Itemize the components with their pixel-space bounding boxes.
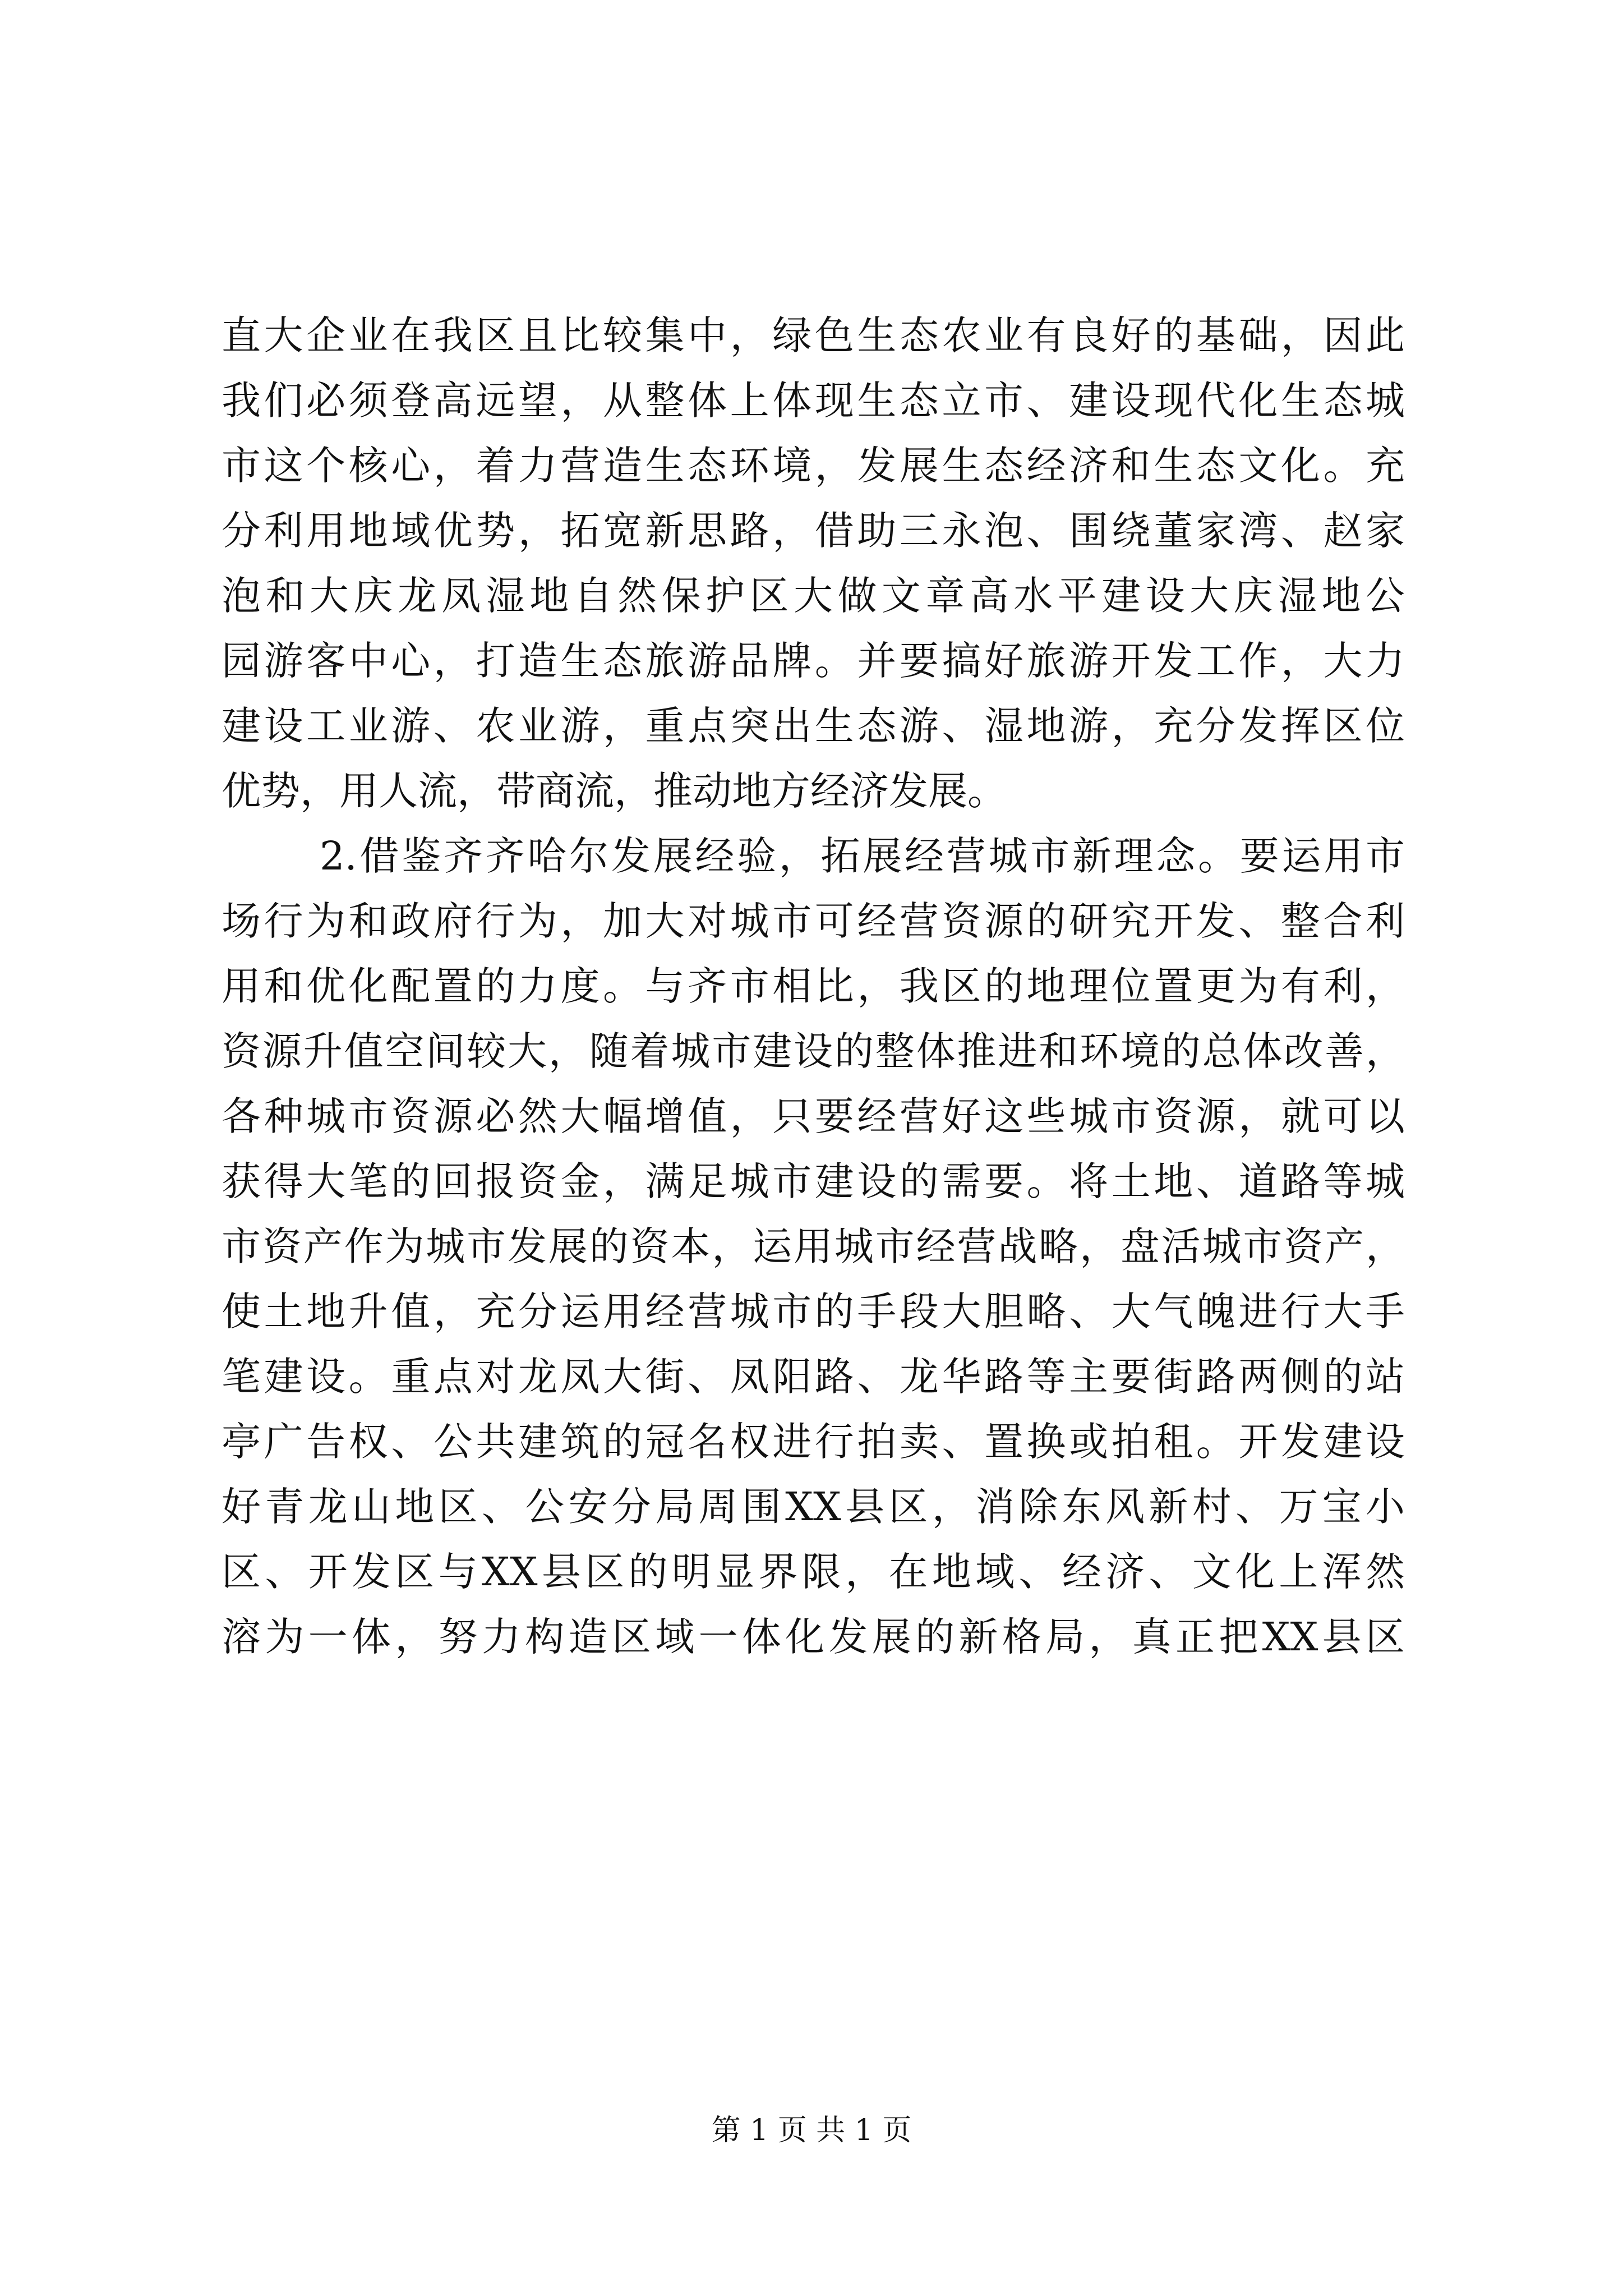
- page-footer: [0, 2106, 1623, 2148]
- text-line: 获得大笔的回报资金，满足城市建设的需要。将土地、道路等城: [222, 1158, 1405, 1204]
- text-line: 2.借鉴齐齐哈尔发展经验，拓展经营城市新理念。要运用市: [320, 833, 1405, 879]
- text-line: 园游客中心，打造生态旅游品牌。并要搞好旅游开发工作，大力: [222, 638, 1405, 684]
- body-text: [222, 303, 1405, 1669]
- page-number: 第 1 页 共 1 页: [711, 2114, 912, 2147]
- text-line: 资源升值空间较大，随着城市建设的整体推进和环境的总体改善，: [222, 1028, 1405, 1074]
- text-line: 市这个核心，着力营造生态环境，发展生态经济和生态文化。充: [222, 443, 1405, 489]
- text-line: 溶为一体，努力构造区域一体化发展的新格局，真正把XX县区: [222, 1614, 1405, 1660]
- text-line: 好青龙山地区、公安分局周围XX县区，消除东风新村、万宝小: [222, 1484, 1405, 1530]
- text-line: 使土地升值，充分运用经营城市的手段大胆略、大气魄进行大手: [222, 1289, 1405, 1335]
- text-line: 区、开发区与XX县区的明显界限，在地域、经济、文化上浑然: [222, 1549, 1405, 1595]
- text-line: 分利用地域优势，拓宽新思路，借助三永泡、围绕董家湾、赵家: [222, 508, 1405, 554]
- text-line: 优势，用人流，带商流，推动地方经济发展。: [222, 768, 1007, 814]
- text-line: 各种城市资源必然大幅增值，只要经营好这些城市资源，就可以: [222, 1093, 1405, 1139]
- text-line: 泡和大庆龙凤湿地自然保护区大做文章高水平建设大庆湿地公: [222, 573, 1405, 619]
- text-line: 用和优化配置的力度。与齐市相比，我区的地理位置更为有利，: [222, 963, 1405, 1009]
- text-line: 建设工业游、农业游，重点突出生态游、湿地游，充分发挥区位: [222, 703, 1405, 749]
- text-line: 市资产作为城市发展的资本，运用城市经营战略，盘活城市资产，: [222, 1223, 1405, 1269]
- text-line: 笔建设。重点对龙凤大街、凤阳路、龙华路等主要街路两侧的站: [222, 1354, 1405, 1400]
- text-line: 直大企业在我区且比较集中，绿色生态农业有良好的基础，因此: [222, 312, 1405, 358]
- text-line: 亭广告权、公共建筑的冠名权进行拍卖、置换或拍租。开发建设: [222, 1419, 1405, 1465]
- text-line: 场行为和政府行为，加大对城市可经营资源的研究开发、整合利: [222, 898, 1405, 944]
- text-line: 我们必须登高远望，从整体上体现生态立市、建设现代化生态城: [222, 378, 1405, 424]
